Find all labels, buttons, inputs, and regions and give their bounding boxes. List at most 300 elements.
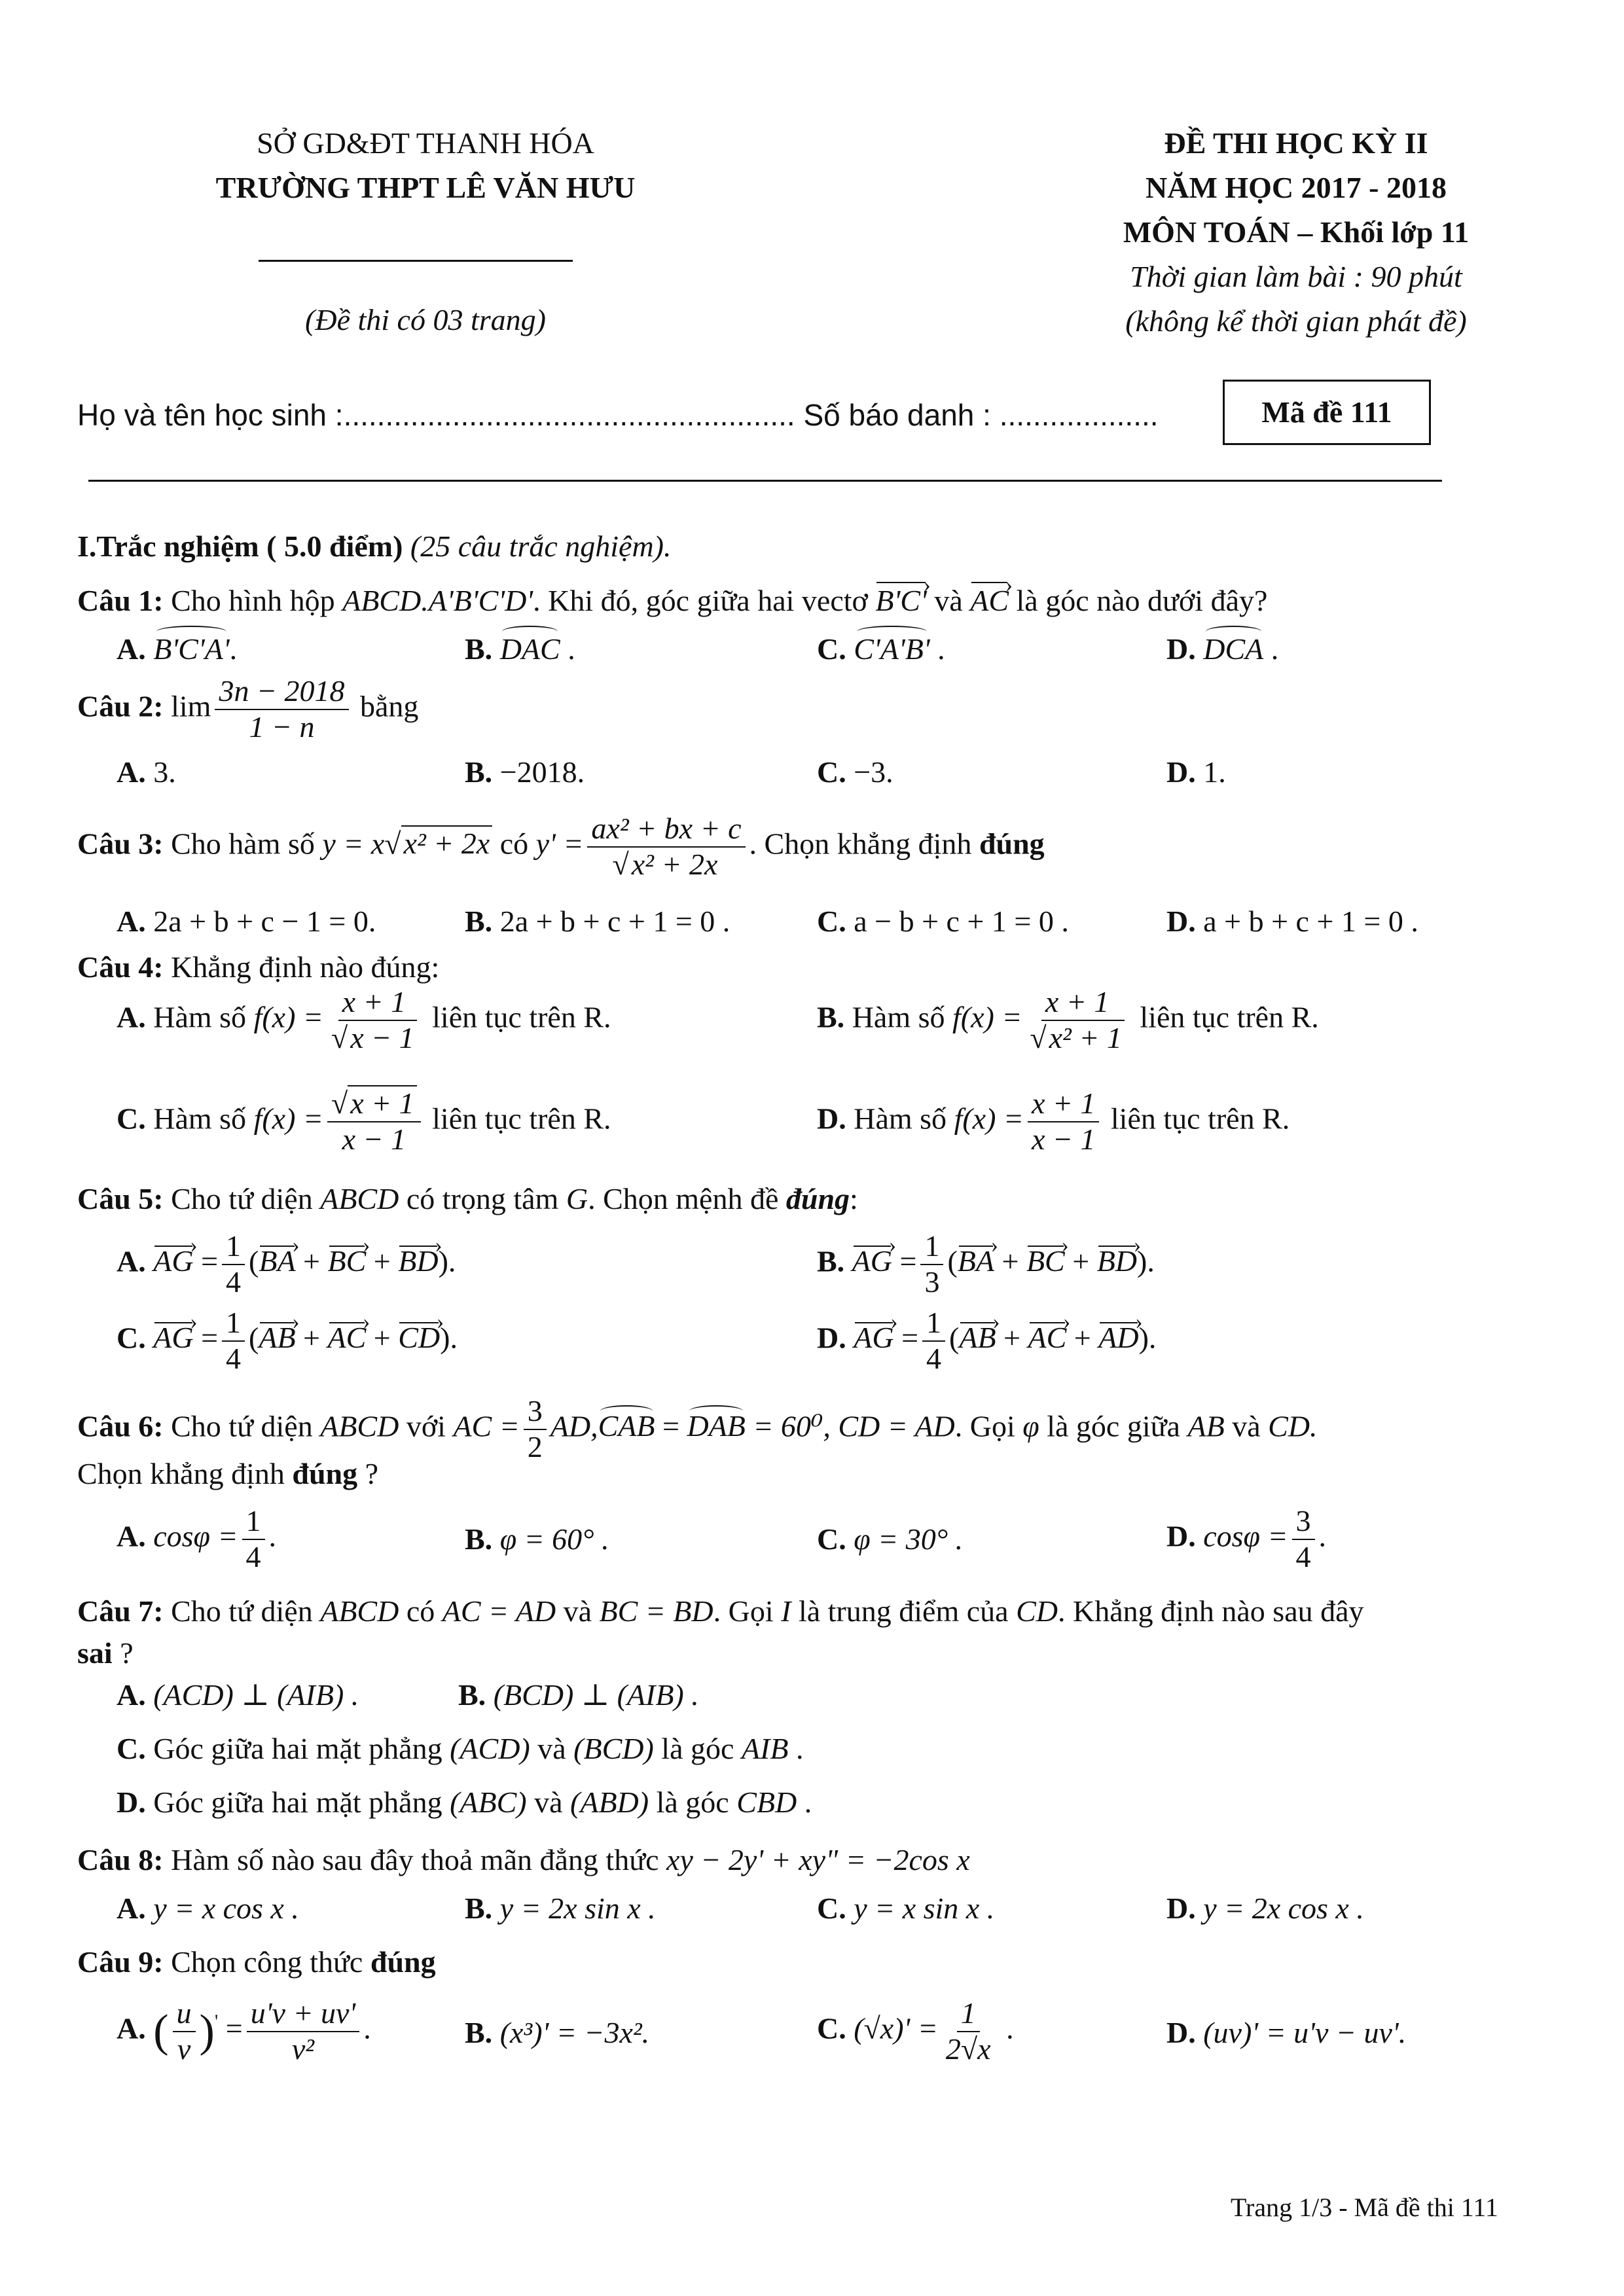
q5-text3: . Chọn mệnh đề xyxy=(588,1182,779,1215)
q1-option-b[interactable]: B. DAC . xyxy=(465,630,575,669)
section-title xyxy=(77,527,672,566)
question-8 xyxy=(77,1840,970,1880)
q7-text4: . Gọi xyxy=(713,1594,774,1628)
q6-cos: cosφ = xyxy=(1203,1519,1288,1553)
q5-vec-ag: AG › xyxy=(153,1321,193,1354)
q3-option-d[interactable] xyxy=(1166,902,1418,941)
question-2 xyxy=(77,674,418,745)
question-9 xyxy=(77,1943,436,1982)
q9-a-rhs xyxy=(247,1996,360,2067)
q7-text5: là trung điểm của xyxy=(798,1594,1009,1628)
student-info-line: Họ và tên học sinh :...................................................... Số báo danh : ................... xyxy=(77,398,1159,432)
q9-text: Chọn công thức xyxy=(171,1945,363,1979)
option-label: B. xyxy=(465,1522,493,1556)
q7-text3: và xyxy=(563,1594,592,1628)
q4-fx: f(x) = xyxy=(952,1000,1022,1034)
q5-option-d[interactable] xyxy=(817,1306,1156,1376)
q5-d-num: 1 xyxy=(922,1306,945,1342)
q1-text3: là góc nào dưới đây? xyxy=(1016,584,1268,617)
q5-eq: = xyxy=(201,1244,219,1278)
q5-d-den: 4 xyxy=(926,1341,942,1375)
q2-option-c[interactable] xyxy=(817,753,893,792)
option-label: C. xyxy=(117,1321,146,1355)
q1-option-c[interactable]: C. C'A'B' . xyxy=(817,630,945,669)
plus: + xyxy=(1001,1244,1019,1278)
option-label: A. xyxy=(117,905,146,938)
q4-prefix: Hàm số xyxy=(153,1000,247,1034)
q1-shape: ABCD.A'B'C'D' xyxy=(342,584,533,617)
q5-vec: AD › xyxy=(1098,1321,1138,1354)
q7-option-d[interactable] xyxy=(117,1783,812,1822)
q7-d-plane1: (ABC) xyxy=(450,1785,527,1819)
q7-midpoint: I xyxy=(781,1594,791,1628)
q2-value-b: −2018. xyxy=(499,755,585,789)
q4-d-fraction xyxy=(1028,1086,1099,1157)
header-right xyxy=(1008,121,1584,344)
option-label: A. xyxy=(117,1892,146,1925)
q5-vec: BC › xyxy=(328,1245,367,1278)
paren: ( xyxy=(949,1321,960,1355)
option-label: C. xyxy=(817,2011,846,2045)
q2-fraction xyxy=(215,674,348,745)
q2-option-a[interactable] xyxy=(117,753,176,792)
q9-option-a[interactable]: A. ( $\frac{u}{v}$ )' = $\frac{u'v + uv'}{\text{v²}}$ . xyxy=(117,1996,371,2066)
option-label: B. xyxy=(817,1244,845,1278)
q6-shape: ABCD xyxy=(320,1409,399,1443)
option-label: A. xyxy=(117,1000,146,1034)
q6-option-c[interactable] xyxy=(817,1520,963,1559)
q5-a-num: 1 xyxy=(222,1229,245,1265)
option-label: B. xyxy=(465,2016,493,2049)
q7-d-and: và xyxy=(534,1785,563,1819)
plus: + xyxy=(1074,1321,1091,1355)
q4-suffix: liên tục trên R. xyxy=(1140,1000,1319,1034)
q6-a-fraction xyxy=(242,1504,265,1575)
q7-c-angle: AIB xyxy=(741,1732,789,1765)
q9-option-b[interactable] xyxy=(465,2013,649,2053)
q9-c-lhs: (√x)' = xyxy=(854,2011,938,2045)
q4-c-denominator: x − 1 xyxy=(342,1122,406,1156)
q9-a-den: v² xyxy=(291,2032,315,2066)
q6-and: và xyxy=(1232,1409,1261,1443)
q3-value-c: a − b + c + 1 = 0 . xyxy=(854,905,1069,938)
q4-prefix: Hàm số xyxy=(854,1102,947,1136)
question-5 xyxy=(77,1179,858,1219)
q6-emphasis: đúng xyxy=(292,1457,358,1490)
q6-d-end: . xyxy=(1318,1519,1327,1553)
q7-text2: có xyxy=(406,1594,435,1628)
q1-angle-a: B'C'A' xyxy=(153,630,229,669)
option-label: D. xyxy=(1166,1519,1196,1553)
q3-label: Câu 3: xyxy=(77,827,164,861)
q6-ratio-den: 2 xyxy=(527,1429,543,1463)
q5-eq: = xyxy=(201,1321,219,1355)
q3-fraction: $\frac{\text{ax² + bx + c}}{\text{√x² + 2x}}$ xyxy=(587,812,745,882)
q4-option-a[interactable] xyxy=(117,985,611,1056)
q6-ratio xyxy=(524,1394,547,1465)
q1-option-a[interactable]: A. B'C'A'. xyxy=(117,630,237,669)
paren: ). xyxy=(1137,1244,1155,1278)
q6-ac: AC = xyxy=(453,1409,520,1443)
q6-option-b[interactable] xyxy=(465,1520,609,1559)
plus: + xyxy=(1072,1244,1090,1278)
q4-suffix: liên tục trên R. xyxy=(432,1000,611,1034)
exam-code: Mã đề 111 xyxy=(1223,380,1431,445)
q5-vec: BA › xyxy=(958,1245,994,1278)
q2-option-b[interactable] xyxy=(465,753,585,792)
q5-vec-ag: AG › xyxy=(852,1245,892,1278)
q6-value-b: φ = 60° . xyxy=(499,1522,609,1556)
q6-text2: với xyxy=(406,1409,446,1443)
q7-d-text: Góc giữa hai mặt phẳng xyxy=(153,1785,442,1819)
q8-value-b: y = 2x sin x . xyxy=(499,1892,656,1925)
q4-d-numerator: x + 1 xyxy=(1028,1086,1099,1122)
option-label: B. xyxy=(458,1678,486,1712)
q8-option-b[interactable] xyxy=(465,1889,656,1928)
q1-angle-c: C'A'B' xyxy=(854,630,929,669)
option-label: B. xyxy=(465,1892,493,1925)
q7-text: Cho tứ diện xyxy=(171,1594,313,1628)
option-label: D. xyxy=(1166,755,1196,789)
question-6-line2 xyxy=(77,1454,378,1494)
q1-option-d[interactable]: D. DCA . xyxy=(1166,630,1278,669)
q3-co: có xyxy=(499,827,529,861)
q5-vec: BA › xyxy=(259,1245,295,1278)
q6-d-den: 4 xyxy=(1295,1539,1311,1573)
q4-a-numerator: x + 1 xyxy=(338,985,410,1021)
school-name: TRƯỜNG THPT LÊ VĂN HƯU xyxy=(215,171,636,204)
q7-d-is: là góc xyxy=(656,1785,729,1819)
q7-cond2: BC = BD xyxy=(599,1594,713,1628)
q2-label: Câu 2: xyxy=(77,689,164,723)
option-label: C. xyxy=(117,1732,146,1765)
q6-d-fraction xyxy=(1292,1504,1315,1575)
q7-c-is: là góc xyxy=(661,1732,734,1765)
q1-and: và xyxy=(934,584,963,617)
q7-emphasis: sai xyxy=(77,1636,113,1670)
q7-c-text: Góc giữa hai mặt phẳng xyxy=(153,1732,442,1765)
q8-option-d[interactable] xyxy=(1166,1889,1364,1928)
q5-vec-ag: AG › xyxy=(153,1245,193,1278)
q5-centroid: G xyxy=(566,1182,588,1215)
option-label: D. xyxy=(1166,632,1196,666)
q5-vec: CD › xyxy=(398,1321,440,1354)
q9-c-fraction xyxy=(942,1996,995,2067)
q5-eq: = xyxy=(899,1244,917,1278)
q2-value-a: 3. xyxy=(153,755,176,789)
q4-prefix: Hàm số xyxy=(852,1000,945,1034)
q7-cd: CD xyxy=(1016,1594,1058,1628)
q5-label: Câu 5: xyxy=(77,1182,164,1215)
section-heading: I.Trắc nghiệm ( 5.0 điểm) xyxy=(77,529,403,563)
q7-c-plane2: (BCD) xyxy=(573,1732,654,1765)
q6-label: Câu 6: xyxy=(77,1409,164,1443)
q4-b-numerator: x + 1 xyxy=(1041,985,1113,1021)
q4-label: Câu 4: xyxy=(77,950,164,984)
q6-angle-dab: DAB xyxy=(687,1409,746,1443)
time-limit: Thời gian làm bài : 90 phút xyxy=(1130,260,1462,293)
q5-c-coef xyxy=(222,1306,245,1376)
q7-value-a: (ACD) ⊥ (AIB) . xyxy=(153,1678,359,1712)
q2-option-d[interactable] xyxy=(1166,753,1226,792)
option-label: B. xyxy=(817,1000,845,1034)
q6-option-d[interactable] xyxy=(1166,1504,1326,1575)
q5-c-den: 4 xyxy=(226,1341,242,1375)
option-label: D. xyxy=(1166,905,1196,938)
q7-cond1: AC = AD xyxy=(442,1594,556,1628)
option-label: D. xyxy=(817,1321,846,1355)
q4-fx: f(x) = xyxy=(954,1102,1024,1136)
plus: + xyxy=(303,1321,320,1355)
q5-a-coef xyxy=(222,1229,245,1300)
q5-c-num: 1 xyxy=(222,1306,245,1342)
q4-option-c[interactable] xyxy=(117,1086,611,1157)
q2-numerator: 3n − 2018 xyxy=(215,674,348,710)
q4-suffix: liên tục trên R. xyxy=(432,1102,611,1136)
question-3: Câu 3: Cho hàm số y = x√x² + 2x có y' = $\frac{\text{ax² + bx + c}}{\text{√x² + 2x}}$ . Chọn khẳng định đúng xyxy=(77,812,1045,881)
q4-suffix: liên tục trên R. xyxy=(1110,1102,1290,1136)
option-label: B. xyxy=(465,755,493,789)
q5-emphasis: đúng xyxy=(785,1182,850,1215)
q7-shape: ABCD xyxy=(320,1594,399,1628)
q3-option-b[interactable] xyxy=(465,902,730,941)
q9-a-lhs xyxy=(173,1996,196,2067)
paren: ). xyxy=(440,1321,458,1355)
q6-option-a[interactable] xyxy=(117,1504,276,1575)
q8-option-c[interactable] xyxy=(817,1889,994,1928)
q3-option-c[interactable] xyxy=(817,902,1069,941)
q7-option-b[interactable] xyxy=(458,1676,699,1715)
paren: ( xyxy=(947,1244,958,1278)
question-7-line2 xyxy=(77,1634,134,1673)
q5-option-a[interactable] xyxy=(117,1229,456,1300)
plus: + xyxy=(303,1244,320,1278)
q5-vec: AC › xyxy=(1028,1321,1067,1354)
q4-c-numerator: x + 1 xyxy=(348,1085,416,1120)
option-label: C. xyxy=(817,1892,846,1925)
question-1 xyxy=(77,581,1267,620)
option-label: D. xyxy=(817,1102,846,1136)
q9-option-c[interactable]: C. (√x)' = $\frac{1}{2√x}$ . xyxy=(817,1996,1014,2066)
q6-text5: là góc giữa xyxy=(1047,1409,1180,1443)
q6-cd: CD. xyxy=(1268,1409,1318,1443)
q6-value-c: φ = 30° . xyxy=(854,1522,964,1556)
q4-a-fraction: $\frac{x + 1}{√x - 1}$ xyxy=(327,985,421,1056)
plus: + xyxy=(1003,1321,1020,1355)
q1-vector-1: B'C' › xyxy=(875,581,926,620)
option-label: C. xyxy=(817,1522,846,1556)
q9-value-d: (uv)' = u'v − uv'. xyxy=(1203,2016,1407,2049)
q5-d-coef xyxy=(922,1306,945,1376)
q7-label: Câu 7: xyxy=(77,1594,164,1628)
q8-label: Câu 8: xyxy=(77,1843,164,1876)
q5-vec: BD › xyxy=(398,1245,438,1278)
q5-eq: = xyxy=(901,1321,919,1355)
q6-ad: AD, xyxy=(550,1409,598,1443)
option-label: C. xyxy=(817,755,846,789)
q6-d-num: 3 xyxy=(1292,1504,1315,1540)
option-label: B. xyxy=(465,632,493,666)
q1-text2: . Khi đó, góc giữa hai vectơ xyxy=(533,584,868,617)
q9-a-u: u xyxy=(173,1996,196,2032)
q3-derivative: y' = xyxy=(535,827,584,861)
q5-b-num: 1 xyxy=(920,1229,943,1265)
q7-text6: . Khẳng định nào sau đây xyxy=(1057,1594,1364,1628)
q9-a-v: v xyxy=(177,2032,191,2066)
dept-name: SỞ GD&ĐT THANH HÓA xyxy=(257,126,594,160)
q4-prefix: Hàm số xyxy=(153,1102,247,1136)
q5-vec-ag: AG › xyxy=(854,1321,893,1354)
plus: + xyxy=(373,1244,391,1278)
q8-option-a[interactable] xyxy=(117,1889,299,1928)
q7-c-plane1: (ACD) xyxy=(450,1732,530,1765)
option-label: A. xyxy=(117,2011,146,2045)
q2-lim: lim xyxy=(171,689,211,723)
option-label: D. xyxy=(1166,2016,1196,2049)
option-label: A. xyxy=(117,1519,146,1553)
q7-d-plane2: (ABD) xyxy=(570,1785,649,1819)
time-note: (không kể thời gian phát đề) xyxy=(1125,304,1467,338)
q9-c-num: 1 xyxy=(957,1996,980,2032)
q3-value-d: a + b + c + 1 = 0 . xyxy=(1203,905,1418,938)
q3-denominator: x² + 2x xyxy=(629,846,721,881)
q8-equation: xy − 2y' + xy" = −2cos x xyxy=(666,1843,970,1876)
q6-ratio-num: 3 xyxy=(524,1394,547,1430)
q6-eq: = xyxy=(662,1409,679,1443)
paren: ( xyxy=(249,1321,259,1355)
plus: + xyxy=(373,1321,391,1355)
page-footer: Trang 1/3 - Mã đề thi 111 xyxy=(1231,2193,1498,2222)
q5-a-den: 4 xyxy=(226,1265,242,1299)
q1-vector-2: AC › xyxy=(970,581,1009,620)
q5-b-den: 3 xyxy=(924,1265,940,1299)
q4-c-fraction: $\frac{√x + 1}{x - 1}$ xyxy=(327,1086,421,1157)
q3-function: y = x xyxy=(322,827,385,861)
q7-d-end: . xyxy=(804,1785,812,1819)
q5-vec: BD › xyxy=(1097,1245,1137,1278)
question-7 xyxy=(77,1592,1364,1631)
q3-text2: . Chọn khẳng định xyxy=(749,827,972,861)
q5-vec: AB › xyxy=(259,1321,295,1354)
q5-vec: AC › xyxy=(328,1321,367,1354)
paren: ( xyxy=(249,1244,259,1278)
q4-d-denominator: x − 1 xyxy=(1031,1122,1096,1156)
q4-option-b[interactable] xyxy=(817,985,1319,1056)
option-label: C. xyxy=(817,905,846,938)
q8-value-c: y = x sin x . xyxy=(854,1892,995,1925)
paren: ). xyxy=(438,1244,456,1278)
q6-a-end: . xyxy=(268,1519,277,1553)
q4-a-denominator: x − 1 xyxy=(348,1020,416,1054)
subject: MÔN TOÁN – Khối lớp 11 xyxy=(1123,215,1470,249)
school-year: NĂM HỌC 2017 - 2018 xyxy=(1146,171,1447,204)
q9-value-b: (x³)' = −3x². xyxy=(499,2016,650,2049)
option-label: D. xyxy=(117,1785,146,1819)
q5-vec: BC › xyxy=(1026,1245,1065,1278)
q6-text: Cho tứ diện xyxy=(171,1409,313,1443)
option-label: A. xyxy=(117,1244,146,1278)
q6-question-mark: ? xyxy=(365,1457,379,1490)
q7-d-angle: CBD xyxy=(736,1785,797,1819)
option-label: D. xyxy=(1166,1892,1196,1925)
q7-option-a[interactable] xyxy=(117,1676,359,1715)
q4-b-fraction: $\frac{x + 1}{\text{√x² + 1}}$ xyxy=(1026,985,1128,1056)
q3-value-a: 2a + b + c − 1 = 0. xyxy=(153,905,376,938)
q4-text: Khẳng định nào đúng: xyxy=(171,950,440,984)
q1-label: Câu 1: xyxy=(77,584,164,617)
q3-radicand: x² + 2x xyxy=(401,825,493,860)
q5-text2: có trọng tâm xyxy=(406,1182,559,1215)
option-label: C. xyxy=(817,632,846,666)
q5-option-c[interactable] xyxy=(117,1306,458,1376)
q4-b-denominator: x² + 1 xyxy=(1047,1020,1125,1054)
exam-title: ĐỀ THI HỌC KỲ II xyxy=(1164,126,1428,160)
q9-label: Câu 9: xyxy=(77,1945,164,1979)
header-left xyxy=(131,121,720,210)
q3-option-a[interactable] xyxy=(117,902,376,941)
option-label: A. xyxy=(117,1678,146,1712)
q5-b-coef xyxy=(920,1229,943,1300)
q7-c-and: và xyxy=(537,1732,566,1765)
q3-emphasis: đúng xyxy=(979,827,1045,861)
q2-text: bằng xyxy=(360,689,419,723)
q6-text4: . Gọi xyxy=(954,1409,1015,1443)
question-4 xyxy=(77,948,439,987)
q7-c-end: . xyxy=(795,1732,804,1765)
q5-option-b[interactable] xyxy=(817,1229,1155,1300)
q5-colon: : xyxy=(850,1182,858,1215)
q6-ab: AB xyxy=(1187,1409,1225,1443)
q5-shape: ABCD xyxy=(320,1182,399,1215)
q6-a-num: 1 xyxy=(242,1504,265,1540)
q6-cos: cosφ = xyxy=(153,1519,238,1553)
q6-angle-cab: CAB xyxy=(598,1409,655,1443)
q9-option-d[interactable] xyxy=(1166,2013,1406,2053)
q9-a-num: u'v + uv' xyxy=(247,1996,360,2032)
q6-a-den: 4 xyxy=(245,1539,261,1573)
q2-value-c: −3. xyxy=(854,755,893,789)
q3-value-b: 2a + b + c + 1 = 0 . xyxy=(499,905,731,938)
q5-text: Cho tứ diện xyxy=(171,1182,313,1215)
q3-text: Cho hàm số xyxy=(171,827,315,861)
q1-text: Cho hình hộp xyxy=(171,584,335,617)
option-label: A. xyxy=(117,755,146,789)
q4-fx: f(x) = xyxy=(253,1000,323,1034)
header-divider xyxy=(259,260,573,262)
q4-option-d[interactable] xyxy=(817,1086,1290,1157)
q5-vec: AB › xyxy=(959,1321,996,1354)
q2-value-d: 1. xyxy=(1203,755,1226,789)
q6-phi: φ xyxy=(1022,1409,1039,1443)
q2-denominator: 1 − n xyxy=(249,709,315,744)
q8-text: Hàm số nào sau đây thoả mãn đẳng thức xyxy=(171,1843,659,1876)
q9-c-den: 2√x xyxy=(945,2032,991,2066)
option-label: A. xyxy=(117,632,146,666)
paren: ). xyxy=(1138,1321,1157,1355)
q8-value-d: y = 2x cos x . xyxy=(1203,1892,1364,1925)
option-label: C. xyxy=(117,1102,146,1136)
q6-text6: Chọn khẳng định xyxy=(77,1457,285,1490)
q1-angle-d: DCA xyxy=(1203,630,1263,669)
q6-condition: = 60⁰, CD = AD xyxy=(753,1409,955,1443)
q8-value-a: y = x cos x . xyxy=(153,1892,299,1925)
q4-fx: f(x) = xyxy=(253,1102,323,1136)
q7-option-c[interactable] xyxy=(117,1729,803,1768)
q7-question-mark: ? xyxy=(120,1636,134,1670)
pages-note: (Đề thi có 03 trang) xyxy=(305,303,546,336)
q7-value-b: (BCD) ⊥ (AIB) . xyxy=(493,1678,699,1712)
q9-emphasis: đúng xyxy=(370,1945,436,1979)
